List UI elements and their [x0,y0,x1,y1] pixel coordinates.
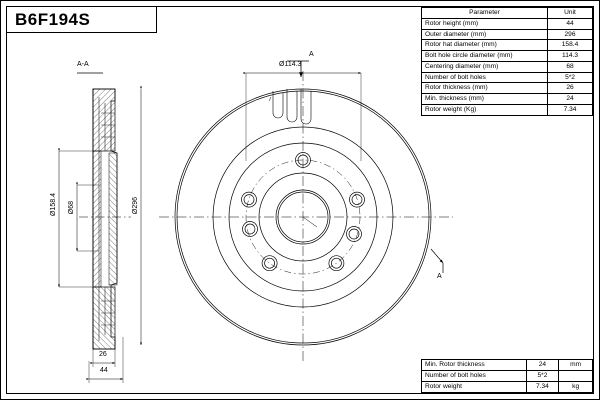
header-parameter: Parameter [422,8,548,19]
spec-value: 296 [548,29,593,40]
table-row [422,83,593,94]
header-unit: Unit [548,8,593,19]
dim-hat-diameter: Ø158.4 [50,193,57,216]
summary-value: 7.34 [526,382,559,393]
specification-table [421,7,593,116]
summary-table [421,359,593,393]
arrow-label-a-right: A [437,273,442,280]
summary-label: Number of bolt holes [422,371,527,382]
spec-label: Bolt hole circle diameter (mm) [422,51,548,62]
spec-value: 5*2 [548,72,593,83]
table-row [422,360,593,371]
table-row [422,51,593,62]
table-row [422,61,593,72]
spec-label: Rotor hat diameter (mm) [422,40,548,51]
spec-value: 68 [548,61,593,72]
dim-centering-diameter: Ø68 [68,201,75,215]
table-row [422,72,593,83]
section-label-aa: A-A [77,61,89,68]
spec-label: Rotor thickness (mm) [422,83,548,94]
spec-label: Outer diameter (mm) [422,29,548,40]
table-row [422,104,593,115]
summary-unit: mm [559,360,593,371]
spec-label: Rotor height (mm) [422,18,548,29]
part-number-box [7,7,157,33]
summary-label: Min. Rotor thickness [422,360,527,371]
part-number: B6F194S [15,9,91,29]
spec-value: 7.34 [548,104,593,115]
spec-label: Centering diameter (mm) [422,61,548,72]
spec-value: 158.4 [548,40,593,51]
spec-label: Min. thickness (mm) [422,94,548,105]
dim-rotor-height: 44 [100,367,108,374]
spec-label: Number of bolt holes [422,72,548,83]
section-arrow-label-a: A [309,51,314,58]
summary-unit: kg [559,382,593,393]
table-row [422,40,593,51]
spec-value: 44 [548,18,593,29]
table-row [422,29,593,40]
summary-value: 5*2 [526,371,559,382]
summary-value: 24 [526,360,559,371]
spec-value: 114.3 [548,51,593,62]
table-row [422,382,593,393]
spec-value: 24 [548,94,593,105]
dim-bolt-circle: Ø114.3 [279,61,302,68]
spec-value: 26 [548,83,593,94]
summary-unit [559,371,593,382]
summary-label: Rotor weight [422,382,527,393]
dim-outer-diameter: Ø296 [132,197,139,215]
spec-label: Rotor weight (Kg) [422,104,548,115]
table-row [422,371,593,382]
dim-rotor-thickness: 26 [99,351,107,358]
table-row [422,18,593,29]
table-row [422,94,593,105]
table-header-row [422,8,593,19]
